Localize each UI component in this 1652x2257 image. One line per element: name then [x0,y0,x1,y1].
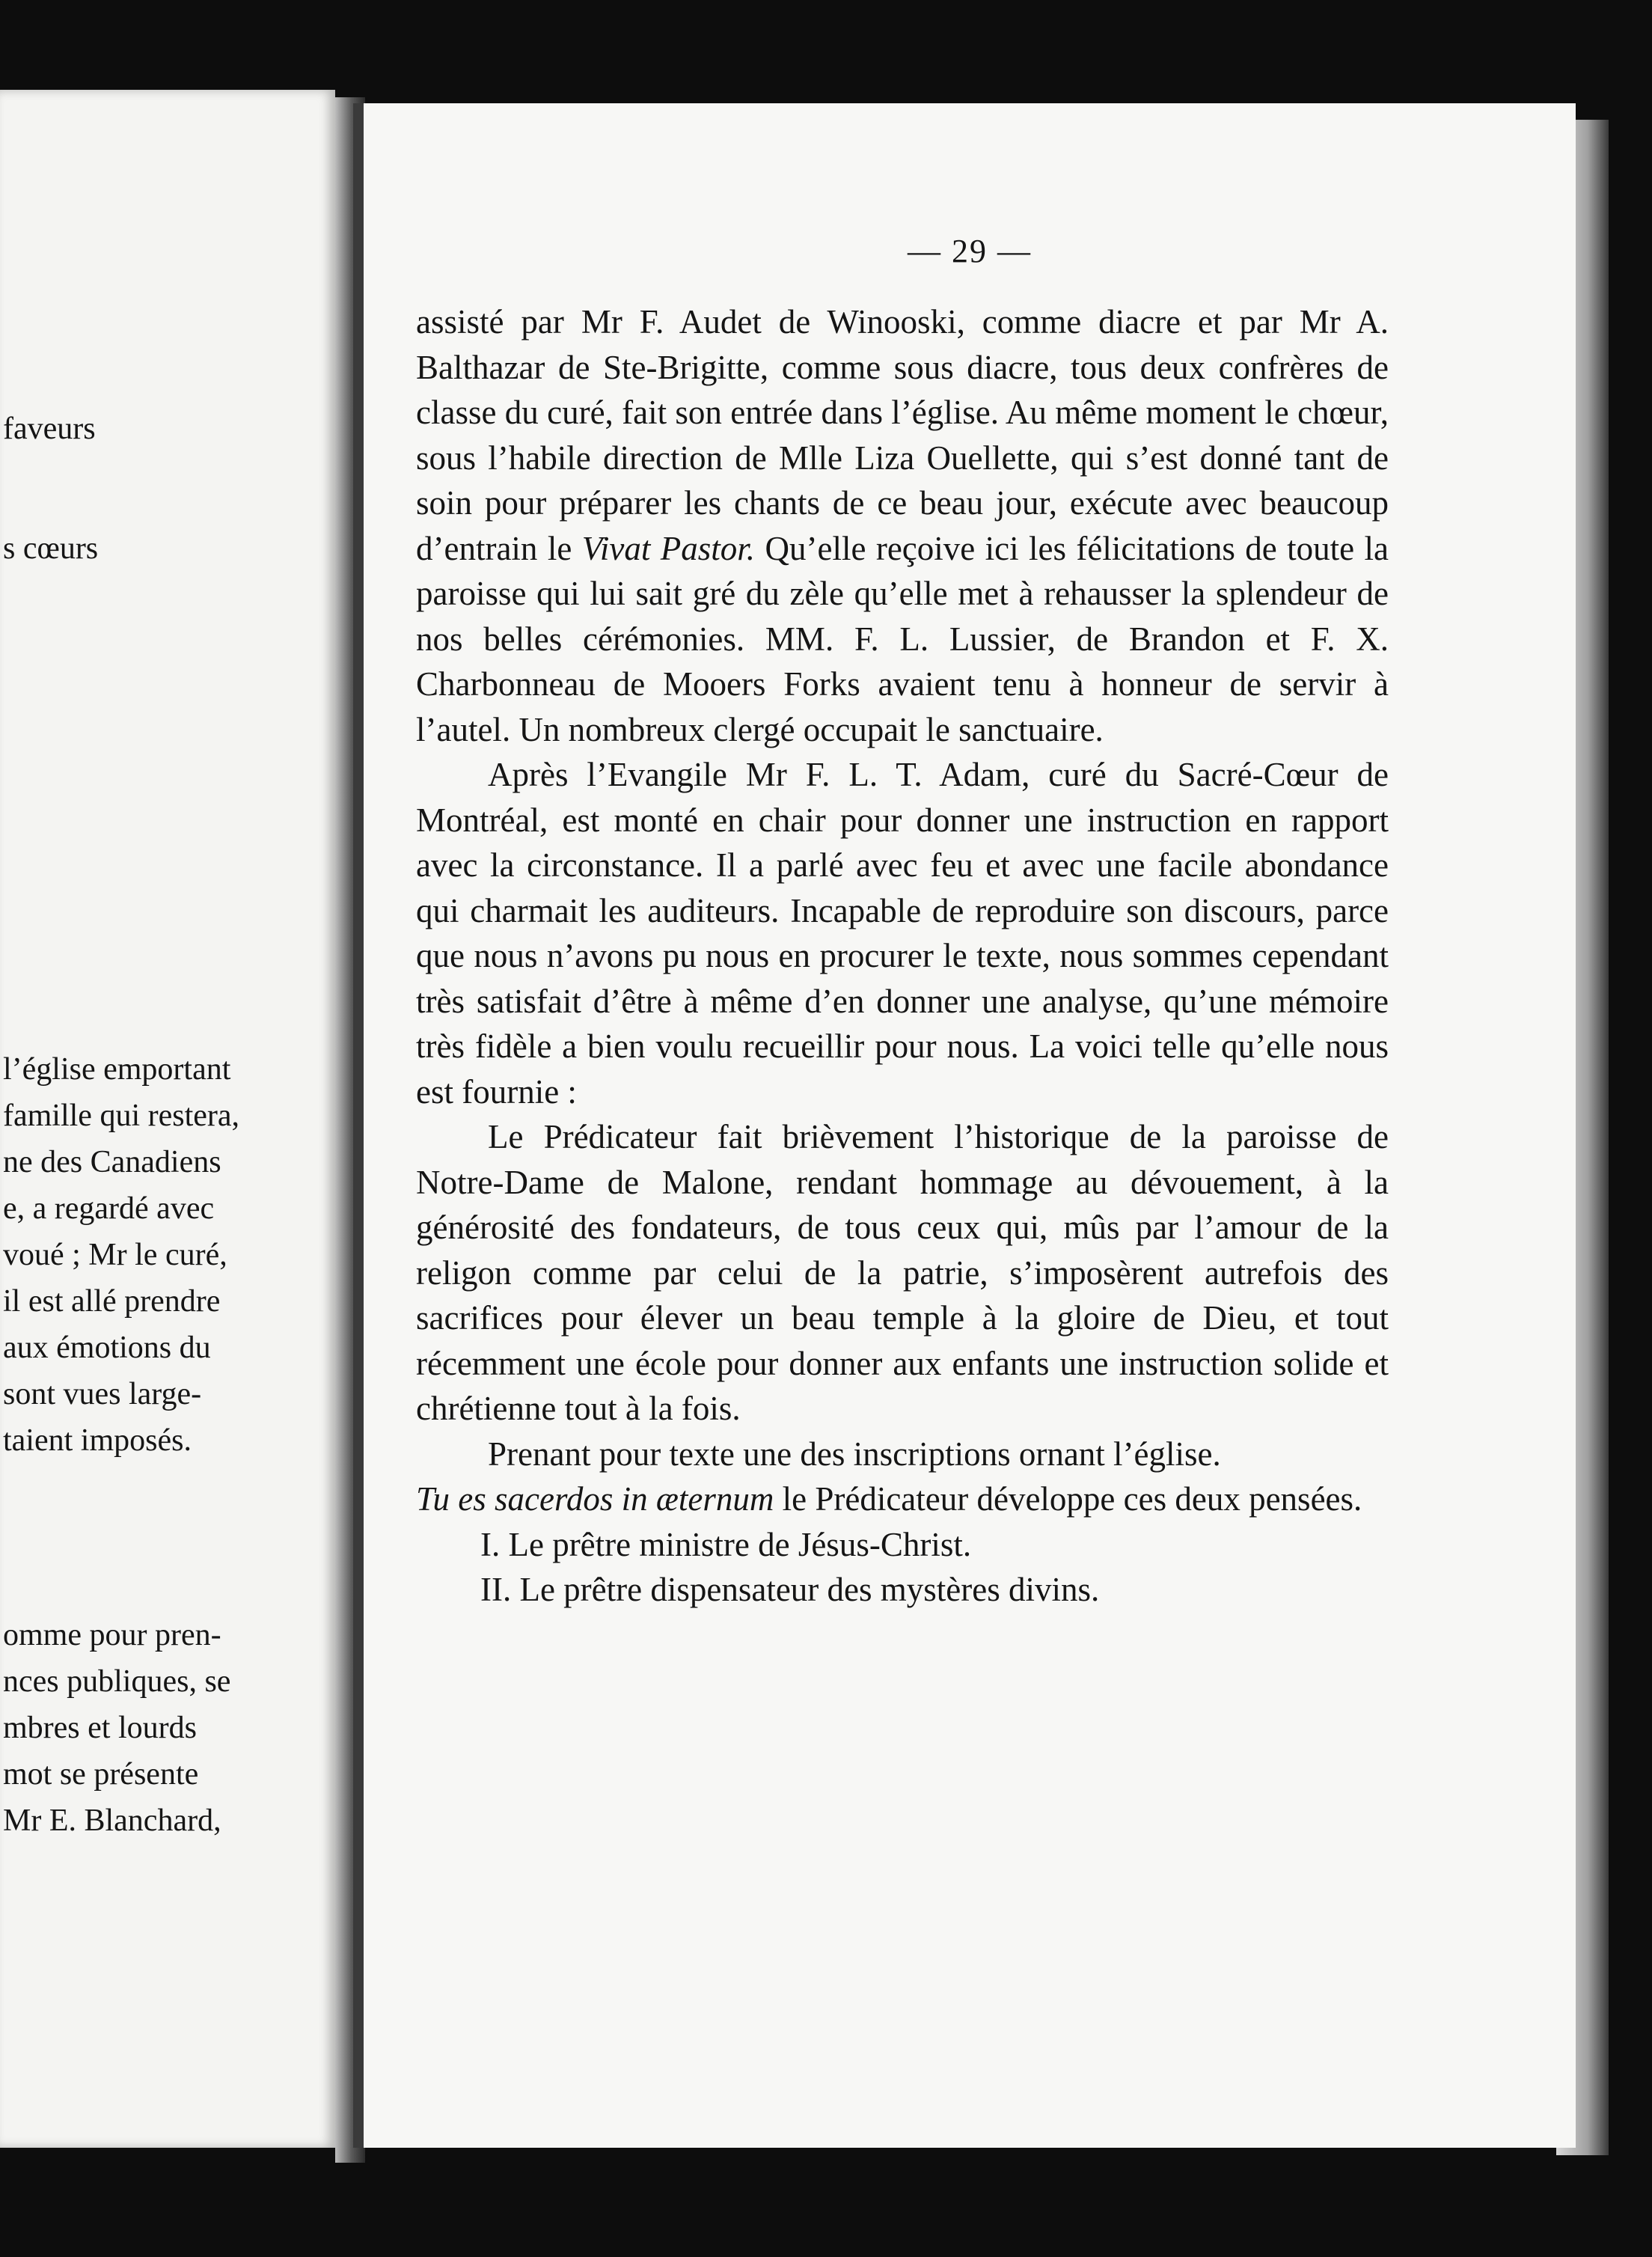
left-page-line: mot se présente [3,1757,199,1792]
page-number: — 29 — [908,233,1032,269]
list-item: I. Le prêtre ministre de Jésus-Christ. [480,1525,972,1563]
left-page-line: aux émotions du [3,1331,211,1365]
left-page-line: Mr E. Blanchard, [3,1804,221,1838]
italic-title: Vivat Pastor. [581,529,756,567]
left-page-line: mbres et lourds [3,1711,197,1745]
page-body [416,299,1389,1613]
left-page-line: sont vues large- [3,1377,202,1411]
left-page-line: il est allé prendre [3,1284,221,1319]
latin-quote: Tu es sacerdos in æternum [416,1480,774,1518]
left-page-line: faveurs [3,412,96,446]
left-page-line: omme pour pren- [3,1618,221,1652]
paragraph: Le Prédicateur fait brièvement l’historique de la paroisse de Notre-Dame de Malone, rendant hommage au dévouement, à la générosité des fondateurs, de tous ceux qui, mûs par l’amour de la religon comme par celui de la patrie, s’imposèrent autrefois des sacrifices pour élever un beau temple à la gloire de Dieu, et tout récemment une école pour donner aux enfants une instruction solide et chrétienne tout à la fois. [416,1118,1389,1427]
list-item: II. Le prêtre dispensateur des mystères divins. [480,1571,1100,1608]
left-page [0,90,335,2148]
right-page [353,103,1576,2148]
left-page-line: l’église emportant [3,1052,231,1087]
paragraph-text: le Prédicateur développe ces deux pensées. [782,1480,1362,1518]
paragraph: Après l’Evangile Mr F. L. T. Adam, curé du Sacré-Cœur de Montréal, est monté en chair pour donner une instruction en rapport avec la circonstance. Il a parlé avec feu et avec une facile abondance qui charmait les auditeurs. Incapable de reproduire son discours, parce que nous n’avons pu nous en procurer le texte, nous sommes cependant très satisfait d’être à même d’en donner une analyse, qu’une mémoire très fidèle a bien voulu recueillir pour nous. La voici telle qu’elle nous est fournie : [416,756,1389,1111]
left-page-line: e, a regardé avec [3,1191,215,1226]
paragraph [416,1476,1389,1522]
left-page-line: famille qui restera, [3,1099,240,1133]
paragraph [416,299,1389,752]
left-page-line: taient imposés. [3,1423,192,1458]
left-page-line: nces publiques, se [3,1664,231,1699]
left-page-line: voué ; Mr le curé, [3,1238,227,1272]
paragraph: Prenant pour texte une des inscriptions ornant l’église. [488,1435,1221,1473]
left-page-line: ne des Canadiens [3,1145,221,1179]
left-page-line: s cœurs [3,531,99,566]
paragraph-text: assisté par Mr F. Audet de Winooski, comme diacre et par Mr A. Balthazar de Ste-Brigitte, comme sous diacre, tous deux confrères de classe du curé, fait son entrée dans l’église. Au même moment le chœur, sous l’habile direction de Mlle Liza Ouellette, qui s’est donné tant de soin pour préparer les chants de ce beau jour, exécute avec beaucoup d’entrain le [416,303,1389,567]
paragraph-text: Qu’elle reçoive ici les félicitations de toute la paroisse qui lui sait gré du zèle qu’elle met à rehausser la splendeur de nos belles cérémonies. MM. F. L. Lussier, de Brandon et F. X. Charbonneau de Mooers Forks avaient tenu à honneur de servir à l’autel. Un nombreux clergé occupait le sanctuaire. [416,529,1389,748]
